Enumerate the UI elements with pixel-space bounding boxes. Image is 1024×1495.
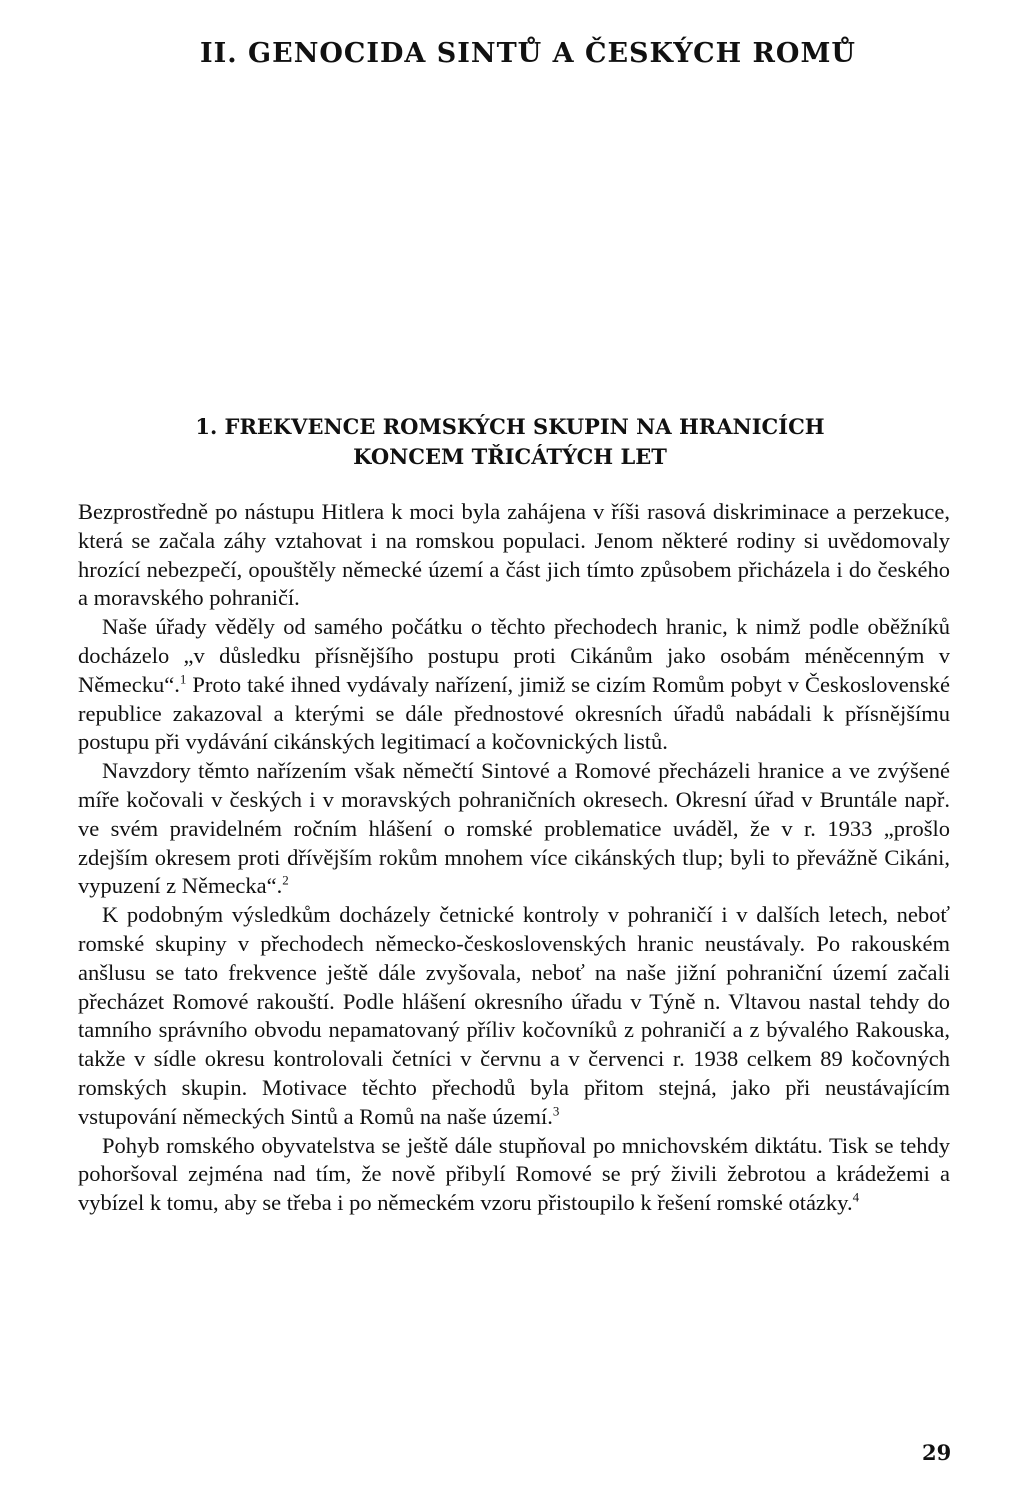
paragraph xyxy=(78,613,950,757)
page-number: 29 xyxy=(922,1440,952,1465)
paragraph-text: Proto také ihned vydávaly nařízení, jimiž se cizím Romům pobyt v Československé republice zakazoval a kterými se dále přednostové okresních úřadů nabádali k přísnějšímu postupu při vydávání cikánských legitimací a kočovnických listů. xyxy=(78,671,950,755)
paragraph xyxy=(78,1132,950,1218)
paragraph xyxy=(78,757,950,901)
chapter-title: II. GENOCIDA SINTŮ A ČESKÝCH ROMŮ xyxy=(200,38,856,69)
section-title xyxy=(60,412,960,472)
section-title-line-2: KONCEM TŘICÁTÝCH LET xyxy=(353,444,667,469)
footnote-marker: 4 xyxy=(852,1189,860,1205)
footnote-marker: 1 xyxy=(179,671,187,687)
footnote-marker: 2 xyxy=(282,872,289,888)
paragraph-text: Pohyb romského obyvatelstva se ještě dále stupňoval po mnichovském diktátu. Tisk se tehdy pohoršoval zejména nad tím, že nově přibylí Romové se prý živili žebrotou a krádežemi a vybízel k tomu, aby se třeba i po německém vzoru přistoupilo k řešení romské otázky. xyxy=(78,1132,950,1216)
footnote-marker: 3 xyxy=(552,1103,560,1119)
paragraph-text: Bezprostředně po nástupu Hitlera k moci byla zahájena v říši rasová diskriminace a perzekuce, která se začala záhy vztahovat i na romskou populaci. Jenom některé rodiny si uvědomovaly hrozící nebezpečí, opouštěly německé území a část jich tímto způsobem přicházela i do českého a moravského pohraničí. xyxy=(78,499,950,611)
paragraph-text: K podobným výsledkům docházely četnické kontroly v pohraničí i v dalších letech, neboť romské skupiny v přechodech německo-československých hranic neustávaly. Po rakouském anšlusu se tato frekvence ještě dále zvyšovala, neboť na naše jižní pohraniční území začali přecházet Romové rakouští. Podle hlášení okresního úřadu v Týně n. Vltavou nastal tehdy do tamního správního obvodu nepamatovaný příliv kočovníků z pohraničí a z bývalého Rakouska, takže v sídle okresu kontrolovali četníci v červnu a v červenci r. 1938 celkem 89 kočovných romských skupin. Motivace těchto přechodů byla přitom stejná, jako při neustávajícím vstupování německých Sintů a Romů na naše území. xyxy=(78,902,950,1129)
body-text xyxy=(78,498,950,1218)
paragraph xyxy=(78,498,950,613)
paragraph xyxy=(78,901,950,1131)
paragraph-text: Naše úřady věděly od samého počátku o těchto přechodech hranic, k nimž podle oběžníků docházelo „v důsledku přísnějšího postupu proti Cikánům jako osobám méněcenným v Německu“. xyxy=(78,614,950,697)
section-title-line-1: 1. FREKVENCE ROMSKÝCH SKUPIN NA HRANICÍCH xyxy=(195,414,825,439)
paragraph-text: Navzdory těmto nařízením však němečtí Sintové a Romové přecházeli hranice a ve zvýšené míře kočovali v českých i v moravských pohraničních okresech. Okresní úřad v Bruntále např. ve svém pravidelném ročním hlášení o romské problematice uváděl, že v r. 1933 „prošlo zdejším okresem proti dřívějším rokům mnohem více cikánských tlup; byli to převážně Cikáni, vypuzení z Německa“. xyxy=(78,758,950,899)
